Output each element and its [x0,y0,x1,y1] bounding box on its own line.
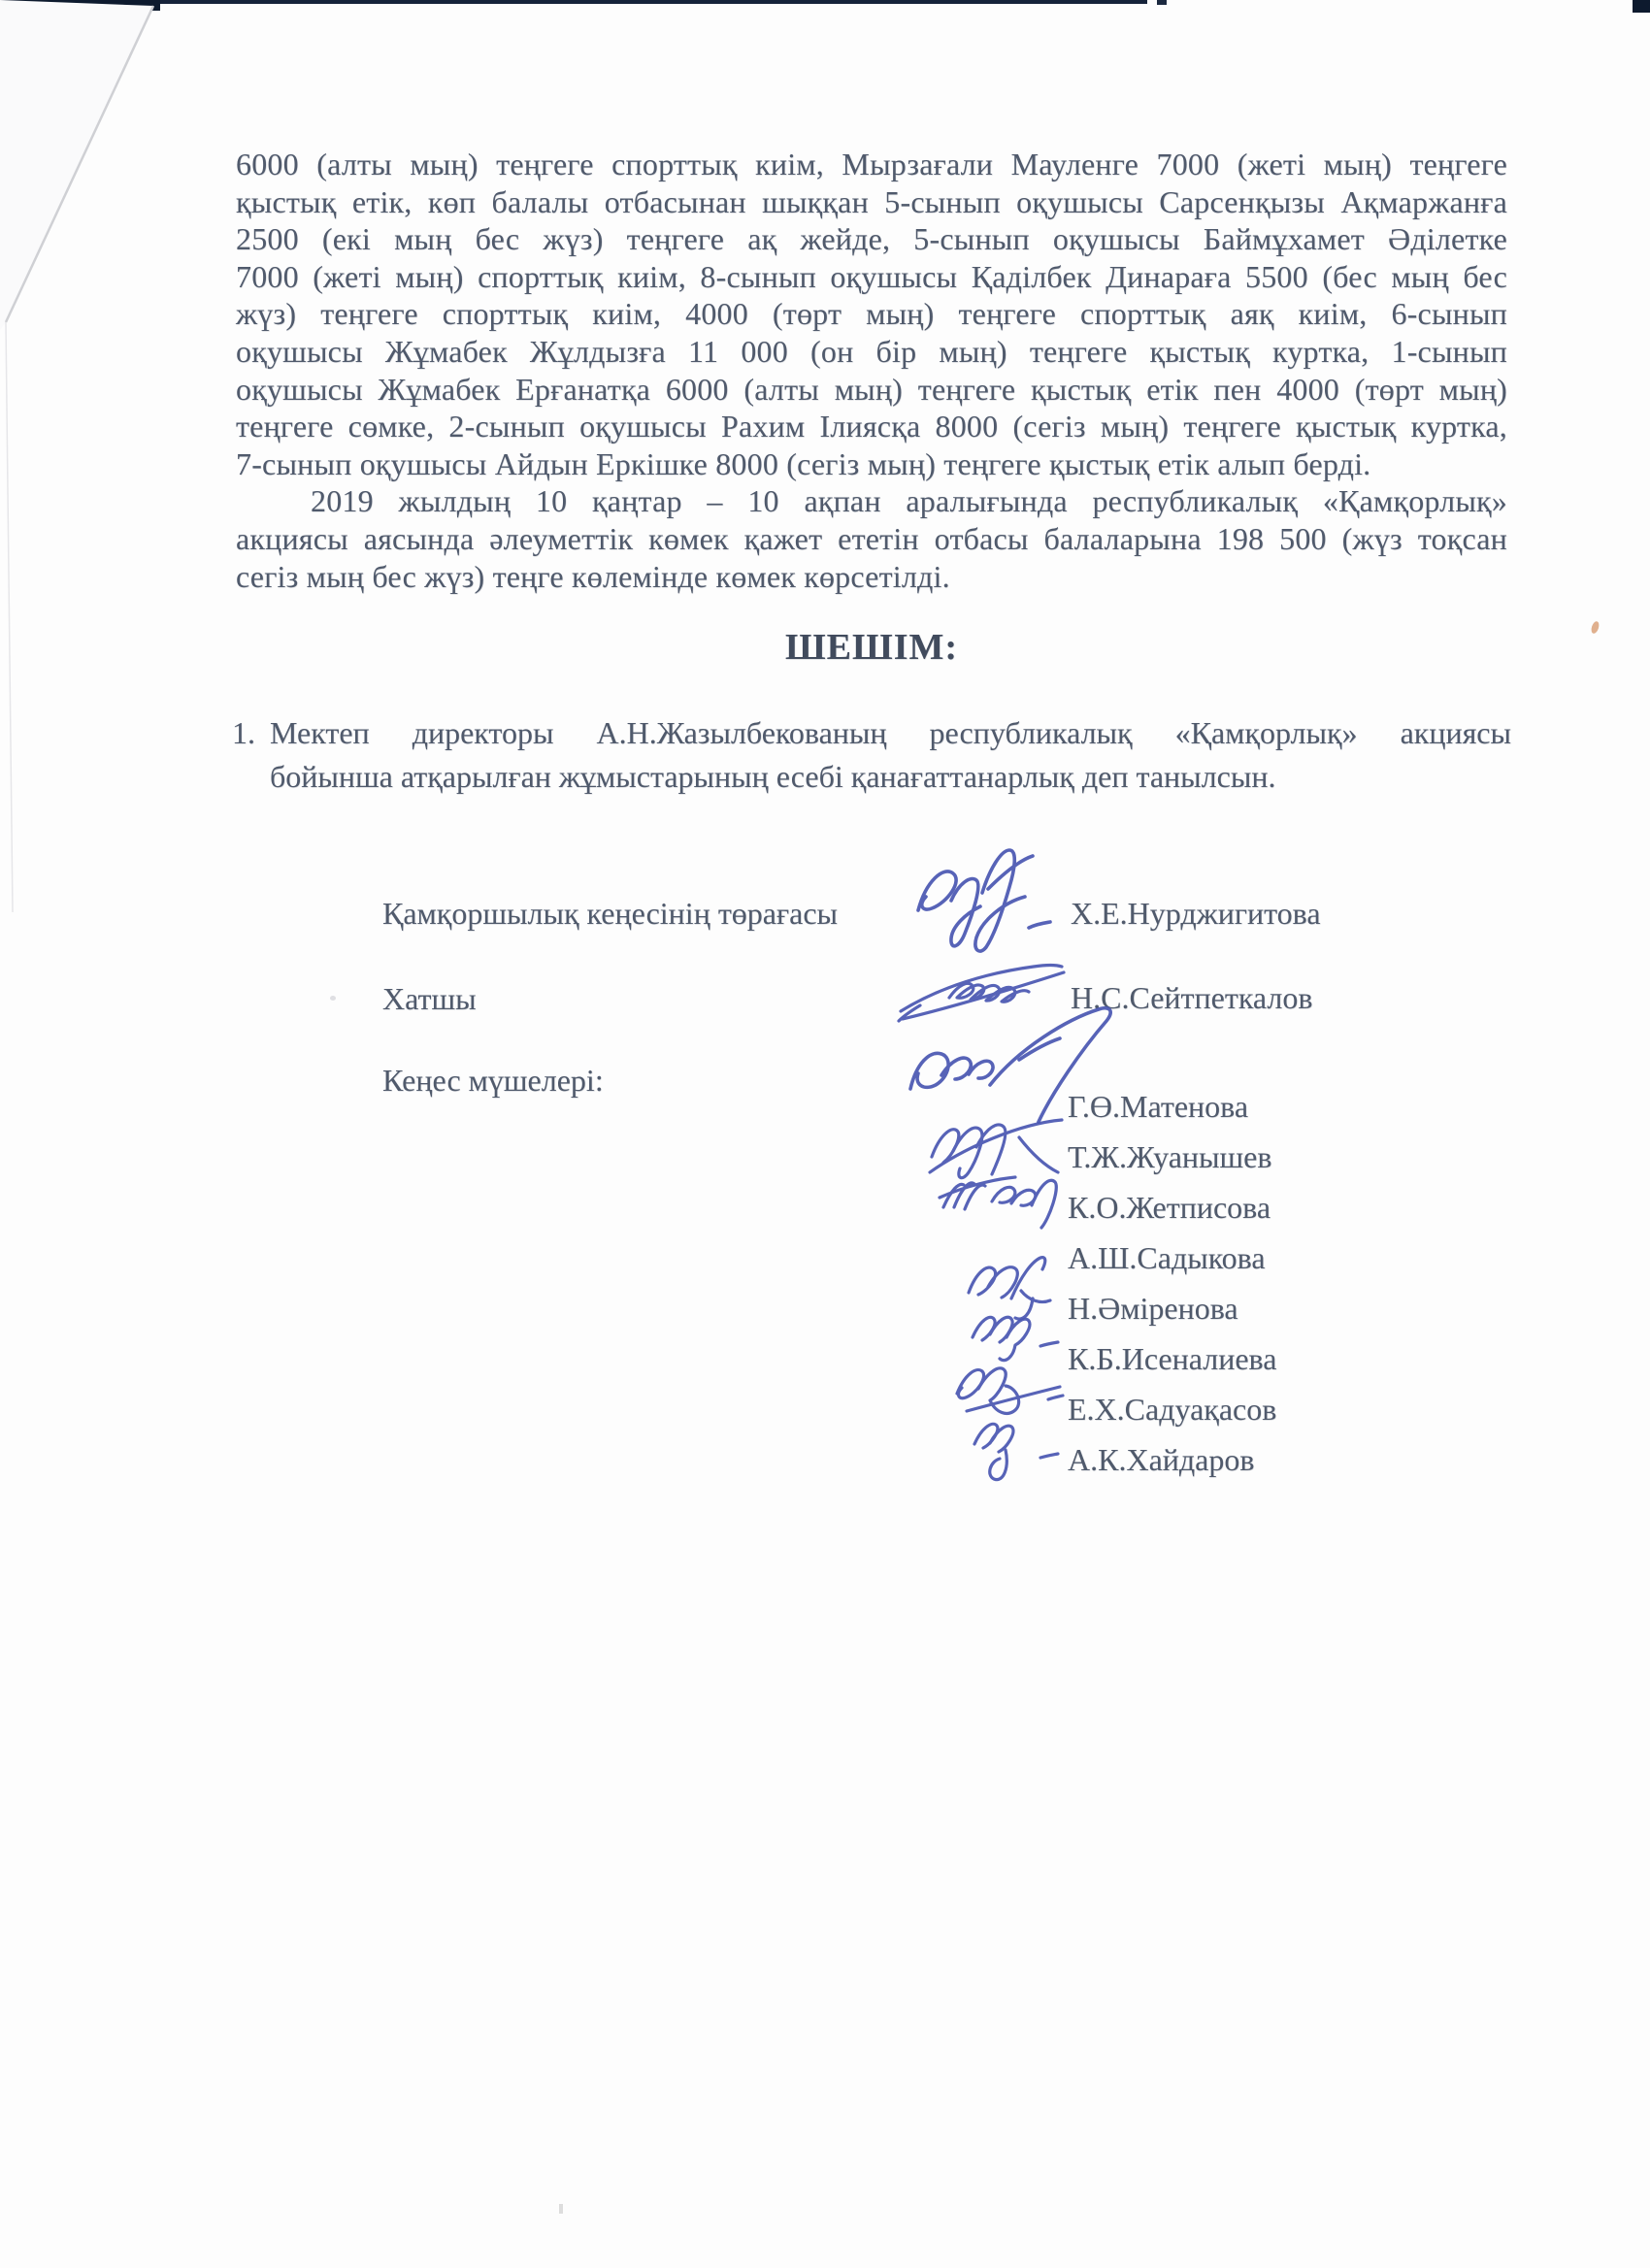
scan-top-right-corner-mark [1633,0,1650,13]
scan-speck [559,2204,563,2214]
member-name: А.Ш.Садыкова [1068,1240,1266,1275]
text-line: бойынша атқарылған жұмыстарының есебі қанағаттанарлық деп танылсын. [270,759,1276,794]
signature-saduakasov [957,1368,1063,1414]
chairman-name: Х.Е.Нурджигитова [1071,896,1321,931]
signature-zhuanyshev [930,1120,1062,1178]
signature-isenalieva [973,1317,1058,1360]
signature-nurdzhigitova [918,850,1050,951]
signature-seytpetkalov [899,966,1064,1022]
handwritten-signatures [874,835,1174,1514]
member-name: К.Б.Исеналиева [1068,1341,1277,1376]
secretary-title-label: Хатшы [382,981,477,1016]
document-body [236,146,1507,595]
decision-heading: ШЕШІМ: [784,627,959,668]
text-line: қыстық етік, көп балалы отбасынан шыққан 5-сынып оқушысы Сарсенқызы Ақмаржанға [236,183,1507,219]
signature-amirenova [969,1258,1050,1319]
scan-top-edge-line [0,0,1147,4]
text-line: 7-сынып оқушысы Айдын Еркішке 8000 (сегіз мың) теңгеге қыстық етік алып берді. [236,445,1371,481]
text-line: теңгеге сөмке, 2-сынып оқушысы Рахим Ілиясқа 8000 (сегіз мың) теңгеге қыстық куртка, [236,409,1507,444]
text-line: Мектеп директоры А.Н.Жазылбекованың республикалық «Қамқорлық» акциясы [270,715,1511,750]
member-name: А.К.Хайдаров [1068,1442,1255,1477]
chairman-title-label: Қамқоршылық кеңесінің төрағасы [382,896,839,931]
member-name: К.О.Жетписова [1068,1190,1271,1225]
member-name: Н.Әміренова [1068,1291,1238,1326]
ink-speck [1590,620,1600,635]
signature-matenova [910,1008,1110,1122]
text-line: 2019 жылдың 10 қаңтар – 10 ақпан аралығында республикалық «Қамқорлық» [311,483,1507,519]
signature-zhetpisova [940,1177,1056,1228]
scan-top-edge-tick [1157,0,1167,5]
text-line: жүз) теңгеге спорттық киім, 4000 (төрт мың) теңгеге спорттық аяқ киім, 6-сынып [236,296,1507,332]
member-name: Е.Х.Садуақасов [1068,1392,1277,1427]
signature-khaydarov [974,1424,1058,1479]
text-line: оқушысы Жұмабек Ерғанатқа 6000 (алты мың) теңгеге қыстық етік пен 4000 (төрт мың) [236,371,1507,407]
secretary-name: Н.С.Сейтпеткалов [1071,980,1313,1015]
text-line: 7000 (жеті мың) спорттық киім, 8-сынып оқушысы Қаділбек Динараға 5500 (бес мың бес [236,258,1507,294]
list-number: 1. [232,715,255,750]
text-line: оқушысы Жұмабек Жұлдызға 11 000 (он бір мың) теңгеге қыстық куртка, 1-сынып [236,333,1507,369]
text-line: сегіз мың бес жүз) теңге көлемінде көмек көрсетілді. [236,558,950,594]
text-line: акциясы аясында әлеуметтік көмек қажет ететін отбасы балаларына 198 500 (жүз тоқсан [236,520,1507,556]
scan-speck [330,996,336,1001]
member-name: Г.Ө.Матенова [1068,1089,1249,1124]
council-members-label: Кеңес мүшелері: [382,1063,604,1098]
decision-item [232,711,1511,799]
page-fold-crease [0,0,165,922]
text-line: 2500 (екі мың бес жүз) теңгеге ақ жейде, 5-сынып оқушысы Баймұхамет Әділетке [236,221,1507,257]
text-line: 6000 (алты мың) теңгеге спорттық киім, Мырзағали Мауленге 7000 (жеті мың) теңгеге [236,147,1507,181]
member-name: Т.Ж.Жуанышев [1068,1139,1272,1174]
